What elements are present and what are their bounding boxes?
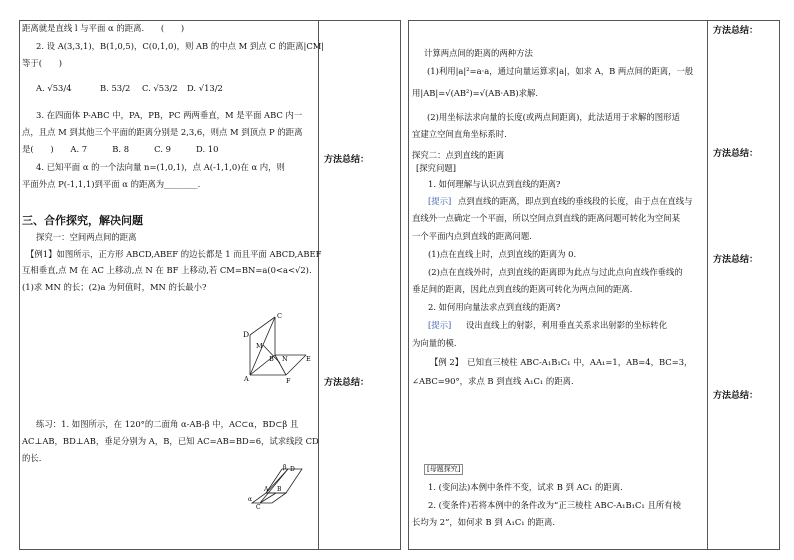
text-line: 用|AB|=√(AB²)=√(AB·AB)求解. (412, 88, 539, 98)
text-line: 互相垂直,点 M 在 AC 上移动,点 N 在 BF 上移动,若 CM=BN=a(0<a<√2). (22, 265, 312, 275)
fig2-label: A (264, 486, 269, 493)
question-4: 4. 已知平面 α 的一个法向量 n=(1,0,1)，点 A(-1,1,0)在 α 内，则 (36, 162, 285, 172)
text-line: 点，且点 M 到其他三个平面的距离分别是 2,3,6，则点 M 到顶点 P 的距离 (22, 127, 303, 137)
fig1-label: D (243, 330, 250, 339)
text-line: AC⊥AB，BD⊥AB，垂足分别为 A，B，已知 AC=AB=BD=6，试求线段 CD (22, 436, 319, 446)
text-line: 平面外点 P(-1,1,1)到平面 α 的距离为________. (22, 179, 201, 189)
method-summary-label: 方法总结： (324, 378, 370, 388)
figure-dihedral (246, 463, 306, 509)
option-d: D. √13/2 (187, 83, 223, 93)
method-summary-label: 方法总结： (713, 26, 759, 36)
text-line: 是( ) A. 7 B. 8 C. 9 D. 10 (22, 144, 219, 154)
text-line: 为向量的模. (412, 338, 457, 348)
mother-tag: [母题探究] (424, 464, 463, 475)
explore-heading: 探究二：点到直线的距离 (412, 150, 505, 160)
example-1: 【例1】如图所示，正方形 ABCD,ABEF 的边长都是 1 而且平面 ABCD,ABEF (26, 249, 322, 259)
text-line: 垂足间的距离，因此点到直线的距离可转化为两点间的距离. (412, 284, 633, 294)
method-summary-label: 方法总结： (713, 255, 759, 265)
text-line: 距离就是直线 l 与平面 α 的距离. ( ) (22, 23, 185, 33)
fig1-label: A (244, 375, 249, 383)
text-line: 长均为 2”，如何求 B 到 A₁C₁ 的距离. (412, 517, 556, 527)
fig2-label: B (277, 486, 282, 493)
text-line: (1)利用|a|²=a·a，通过向量运算求|a|，如求 A，B 两点间的距离，一般 (427, 66, 694, 76)
option-b: B. 53/2 (100, 83, 131, 93)
explore-heading: 探究一：空间两点间的距离 (36, 232, 137, 242)
practice-1: 练习：1. 如图所示，在 120°的二面角 α-AB-β 中，AC⊂α，BD⊂β 且 (36, 419, 299, 429)
fig1-label: N (282, 355, 288, 363)
right-side-panel (707, 20, 780, 550)
fig2-label: α (248, 496, 253, 503)
method-heading: 计算两点间的距离的两种方法 (424, 48, 533, 58)
tip-tag: [提示] (428, 196, 452, 206)
text-line: (2)点在直线外时，点到直线的距离即为此点与过此点向直线作垂线的 (428, 267, 683, 277)
fig2-label: C (256, 504, 261, 509)
method-summary-label: 方法总结： (713, 149, 759, 159)
variant-1: 1. (变问法)本例中条件不变，试求 B 到 AC₁ 的距离. (428, 482, 623, 492)
section-heading: 三、合作探究，解决问题 (22, 214, 143, 227)
tip-tag: [提示] (428, 320, 452, 330)
fig1-label: F (286, 377, 291, 385)
fig2-label: D (290, 466, 295, 473)
fig1-label: M (256, 342, 263, 350)
fig1-label: C (277, 312, 282, 320)
text-line: 点到直线的距离，即点到直线的垂线段的长度，由于点在直线与 (458, 196, 693, 206)
text-line: (1)点在直线上时，点到直线的距离为 0. (428, 249, 577, 259)
question: 2. 如何用向量法求点到直线的距离? (428, 302, 561, 312)
text-line: 一个平面内点到直线的距离问题. (412, 231, 532, 241)
text-line: 等于( ) (22, 58, 63, 68)
left-side-panel (318, 20, 401, 550)
example-2: 【例 2】 已知直三棱柱 ABC-A₁B₁C₁ 中，AA₁=1，AB=4，BC=3， (430, 357, 693, 367)
text-line: 宜建立空间直角坐标系时. (412, 129, 507, 139)
explore-tag: [探究问题] (416, 163, 457, 173)
text-line: (2)用坐标法求向量的长度(或两点间距离)，此法适用于求解的图形适 (427, 112, 680, 122)
option-c: C. √53/2 (142, 83, 178, 93)
question: 1. 如何理解与认识点到直线的距离? (428, 179, 561, 189)
text-line: 设出直线上的射影，利用垂直关系求出射影的坐标转化 (466, 320, 667, 330)
question-2: 2. 设 A(3,3,1)，B(1,0,5)，C(0,1,0)，则 AB 的中点 M 到点 C 的距离|CM| (36, 41, 325, 51)
fig1-label: B (269, 355, 274, 363)
text-line: 的长. (22, 453, 42, 463)
text-line: 直线外一点确定一个平面，所以空间点到直线的距离问题可转化为空间某 (412, 213, 680, 223)
fig1-label: E (306, 355, 311, 363)
question-3: 3. 在四面体 P-ABC 中，PA，PB，PC 两两垂直，M 是平面 ABC 内一 (36, 110, 303, 120)
text-line: (1)求 MN 的长；(2)a 为何值时，MN 的长最小? (22, 282, 207, 292)
method-summary-label: 方法总结： (713, 391, 759, 401)
method-summary-label: 方法总结： (324, 155, 370, 165)
figure-cube (240, 305, 312, 387)
text-line: ∠ABC=90°，求点 B 到直线 A₁C₁ 的距离. (412, 376, 574, 386)
variant-2: 2. (变条件)若将本例中的条件改为“正三棱柱 ABC-A₁B₁C₁ 且所有棱 (428, 500, 681, 510)
option-a: A. √53/4 (36, 83, 72, 93)
fig2-label: β (283, 464, 287, 471)
